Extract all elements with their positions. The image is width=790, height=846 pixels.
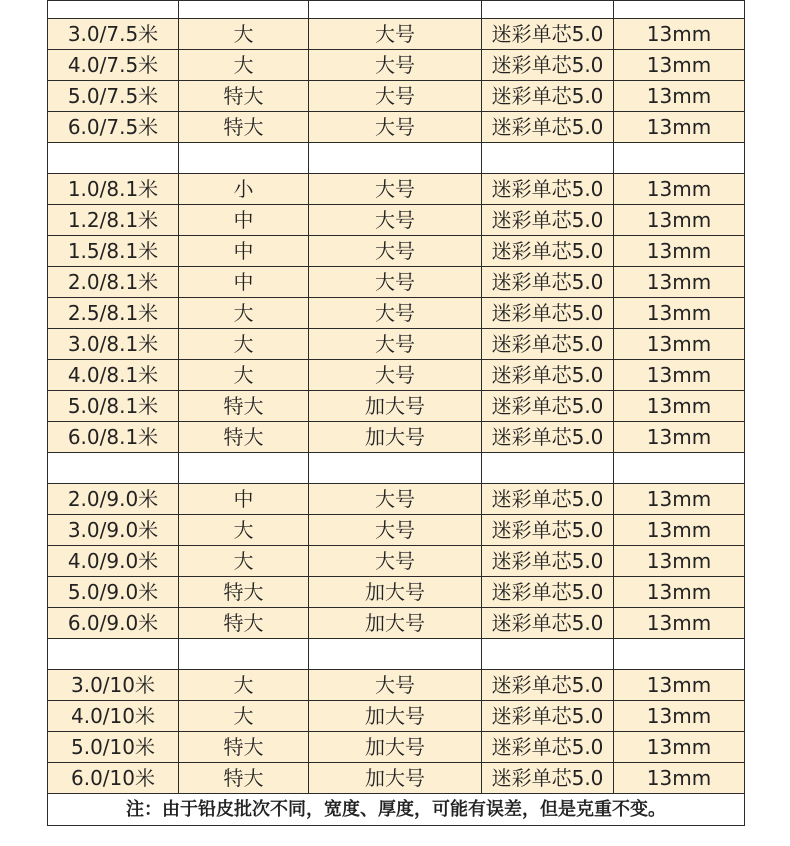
table-row: [48, 701, 745, 732]
size-cell: 特大: [179, 732, 309, 763]
width-cell: 13mm: [614, 670, 745, 701]
size-cell: 中: [179, 267, 309, 298]
table-row: [48, 577, 745, 608]
table-row: [48, 422, 745, 453]
size-cell: 特大: [179, 763, 309, 794]
tier-cell: 大号: [309, 298, 482, 329]
table-row: [48, 112, 745, 143]
spec-cell: 5.0/9.0米: [48, 577, 179, 608]
width-cell: 13mm: [614, 360, 745, 391]
spec-cell: 4.0/8.1米: [48, 360, 179, 391]
type-cell: 迷彩单芯5.0: [482, 546, 614, 577]
type-cell: 迷彩单芯5.0: [482, 360, 614, 391]
spec-cell: 2.0/9.0米: [48, 484, 179, 515]
tier-cell: 加大号: [309, 422, 482, 453]
type-cell: 迷彩单芯5.0: [482, 50, 614, 81]
tier-cell: 大号: [309, 515, 482, 546]
table-row: [48, 608, 745, 639]
tier-cell: 大号: [309, 236, 482, 267]
size-cell: 大: [179, 329, 309, 360]
spec-cell: 4.0/9.0米: [48, 546, 179, 577]
type-cell: 迷彩单芯5.0: [482, 174, 614, 205]
width-cell: 13mm: [614, 81, 745, 112]
spec-cell: 6.0/9.0米: [48, 608, 179, 639]
spec-sheet: [47, 0, 744, 826]
size-cell: 特大: [179, 577, 309, 608]
spec-table-body: [48, 1, 745, 826]
type-cell: 迷彩单芯5.0: [482, 298, 614, 329]
table-row: [48, 732, 745, 763]
size-cell: 大: [179, 50, 309, 81]
size-cell: 特大: [179, 112, 309, 143]
size-cell: 大: [179, 670, 309, 701]
spec-cell: 2.5/8.1米: [48, 298, 179, 329]
spec-cell: 4.0/7.5米: [48, 50, 179, 81]
width-cell: 13mm: [614, 112, 745, 143]
width-cell: 13mm: [614, 329, 745, 360]
width-cell: 13mm: [614, 298, 745, 329]
group-separator-row: [48, 143, 745, 174]
group-separator-row: [48, 453, 745, 484]
table-row: [48, 360, 745, 391]
spec-cell: 3.0/10米: [48, 670, 179, 701]
tier-cell: 大号: [309, 360, 482, 391]
spec-cell: 6.0/8.1米: [48, 422, 179, 453]
width-cell: 13mm: [614, 515, 745, 546]
width-cell: 13mm: [614, 577, 745, 608]
spec-table: [47, 0, 745, 826]
size-cell: 大: [179, 19, 309, 50]
size-cell: 特大: [179, 391, 309, 422]
type-cell: 迷彩单芯5.0: [482, 484, 614, 515]
width-cell: 13mm: [614, 391, 745, 422]
spec-cell: 6.0/10米: [48, 763, 179, 794]
size-cell: 大: [179, 360, 309, 391]
size-cell: 中: [179, 484, 309, 515]
width-cell: 13mm: [614, 174, 745, 205]
width-cell: 13mm: [614, 19, 745, 50]
table-row: [48, 236, 745, 267]
tier-cell: 大号: [309, 205, 482, 236]
width-cell: 13mm: [614, 546, 745, 577]
type-cell: 迷彩单芯5.0: [482, 391, 614, 422]
width-cell: 13mm: [614, 267, 745, 298]
size-cell: 大: [179, 515, 309, 546]
type-cell: 迷彩单芯5.0: [482, 670, 614, 701]
table-row: [48, 329, 745, 360]
size-cell: 大: [179, 546, 309, 577]
spec-cell: 1.0/8.1米: [48, 174, 179, 205]
size-cell: 大: [179, 701, 309, 732]
width-cell: 13mm: [614, 50, 745, 81]
type-cell: 迷彩单芯5.0: [482, 329, 614, 360]
tier-cell: 大号: [309, 546, 482, 577]
tier-cell: 加大号: [309, 732, 482, 763]
tier-cell: 大号: [309, 19, 482, 50]
table-row: [48, 81, 745, 112]
tier-cell: 大号: [309, 670, 482, 701]
type-cell: 迷彩单芯5.0: [482, 515, 614, 546]
table-row: [48, 546, 745, 577]
tier-cell: 大号: [309, 174, 482, 205]
table-row: [48, 174, 745, 205]
type-cell: 迷彩单芯5.0: [482, 81, 614, 112]
table-row: [48, 763, 745, 794]
tier-cell: 大号: [309, 50, 482, 81]
width-cell: 13mm: [614, 205, 745, 236]
footnote-text: 注：由于铅皮批次不同，宽度、厚度，可能有误差，但是克重不变。: [48, 794, 745, 826]
spec-cell: 3.0/9.0米: [48, 515, 179, 546]
spec-cell: 5.0/8.1米: [48, 391, 179, 422]
tier-cell: 大号: [309, 81, 482, 112]
type-cell: 迷彩单芯5.0: [482, 422, 614, 453]
tier-cell: 大号: [309, 112, 482, 143]
table-row: [48, 670, 745, 701]
tier-cell: 加大号: [309, 608, 482, 639]
size-cell: 大: [179, 298, 309, 329]
spec-cell: 5.0/7.5米: [48, 81, 179, 112]
note-row: [48, 794, 745, 826]
size-cell: 中: [179, 236, 309, 267]
tier-cell: 加大号: [309, 763, 482, 794]
width-cell: 13mm: [614, 701, 745, 732]
tier-cell: 大号: [309, 267, 482, 298]
spec-cell: 6.0/7.5米: [48, 112, 179, 143]
table-row: [48, 391, 745, 422]
type-cell: 迷彩单芯5.0: [482, 701, 614, 732]
width-cell: 13mm: [614, 732, 745, 763]
tier-cell: 加大号: [309, 391, 482, 422]
width-cell: 13mm: [614, 763, 745, 794]
spec-cell: 2.0/8.1米: [48, 267, 179, 298]
spec-cell: 5.0/10米: [48, 732, 179, 763]
type-cell: 迷彩单芯5.0: [482, 236, 614, 267]
type-cell: 迷彩单芯5.0: [482, 732, 614, 763]
table-top-row: [48, 1, 745, 19]
tier-cell: 加大号: [309, 577, 482, 608]
type-cell: 迷彩单芯5.0: [482, 112, 614, 143]
type-cell: 迷彩单芯5.0: [482, 763, 614, 794]
group-separator-row: [48, 639, 745, 670]
table-row: [48, 19, 745, 50]
type-cell: 迷彩单芯5.0: [482, 577, 614, 608]
tier-cell: 加大号: [309, 701, 482, 732]
width-cell: 13mm: [614, 484, 745, 515]
table-row: [48, 298, 745, 329]
spec-cell: 1.2/8.1米: [48, 205, 179, 236]
spec-cell: 1.5/8.1米: [48, 236, 179, 267]
width-cell: 13mm: [614, 422, 745, 453]
spec-cell: 3.0/7.5米: [48, 19, 179, 50]
type-cell: 迷彩单芯5.0: [482, 267, 614, 298]
size-cell: 小: [179, 174, 309, 205]
size-cell: 特大: [179, 422, 309, 453]
table-row: [48, 515, 745, 546]
type-cell: 迷彩单芯5.0: [482, 608, 614, 639]
tier-cell: 大号: [309, 329, 482, 360]
size-cell: 特大: [179, 608, 309, 639]
tier-cell: 大号: [309, 484, 482, 515]
table-row: [48, 205, 745, 236]
type-cell: 迷彩单芯5.0: [482, 205, 614, 236]
spec-cell: 3.0/8.1米: [48, 329, 179, 360]
table-row: [48, 50, 745, 81]
size-cell: 中: [179, 205, 309, 236]
type-cell: 迷彩单芯5.0: [482, 19, 614, 50]
width-cell: 13mm: [614, 608, 745, 639]
width-cell: 13mm: [614, 236, 745, 267]
table-row: [48, 267, 745, 298]
table-row: [48, 484, 745, 515]
spec-cell: 4.0/10米: [48, 701, 179, 732]
size-cell: 特大: [179, 81, 309, 112]
